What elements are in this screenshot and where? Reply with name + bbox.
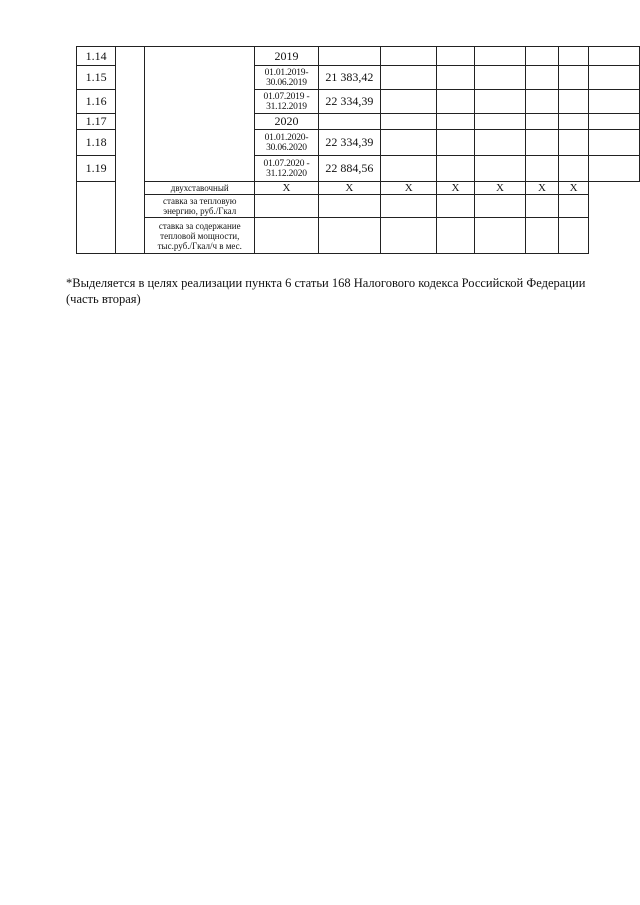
tariff-value: 22 884,56 (318, 156, 381, 182)
x-mark: X (255, 182, 318, 195)
row-number: 1.14 (77, 47, 116, 66)
x-mark: X (474, 182, 526, 195)
row-number: 1.19 (77, 156, 116, 182)
row-number: 1.15 (77, 66, 116, 90)
energy-rate-label: ставка за тепловую энергию, руб./Гкал (145, 195, 255, 218)
period-cell: 01.01.2019- 30.06.2019 (255, 66, 318, 90)
blank-column-cell (145, 47, 255, 182)
row-number: 1.18 (77, 130, 116, 156)
capacity-rate-label: ставка за содержание тепловой мощности, тыс.руб./Гкал/ч в мес. (145, 218, 255, 254)
footnote-line: (часть вторая) (66, 292, 141, 306)
period-cell: 01.07.2019 - 31.12.2019 (255, 90, 318, 114)
row-number: 1.17 (77, 114, 116, 130)
x-mark: X (526, 182, 558, 195)
blank-column-cell (116, 47, 145, 254)
tariff-value: 21 383,42 (318, 66, 381, 90)
row-number: 1.16 (77, 90, 116, 114)
x-mark: X (318, 182, 381, 195)
x-mark: X (437, 182, 475, 195)
tariff-table (76, 46, 640, 254)
year-cell: 2019 (255, 47, 318, 66)
footnote-line: *Выделяется в целях реализации пункта 6 статьи 168 Налогового кодекса Российской Федерации (66, 276, 586, 290)
table-row (77, 47, 640, 66)
x-mark: X (558, 182, 589, 195)
table-row (77, 195, 640, 218)
tariff-value: 22 334,39 (318, 90, 381, 114)
x-mark: X (381, 182, 437, 195)
footnote (66, 275, 626, 307)
period-cell: 01.01.2020- 30.06.2020 (255, 130, 318, 156)
year-cell: 2020 (255, 114, 318, 130)
period-cell: 01.07.2020 - 31.12.2020 (255, 156, 318, 182)
tariff-value: 22 334,39 (318, 130, 381, 156)
blank-number-cell (77, 182, 116, 254)
table-row (77, 218, 640, 254)
table-row (77, 182, 640, 195)
two-part-label: двухставочный (145, 182, 255, 195)
